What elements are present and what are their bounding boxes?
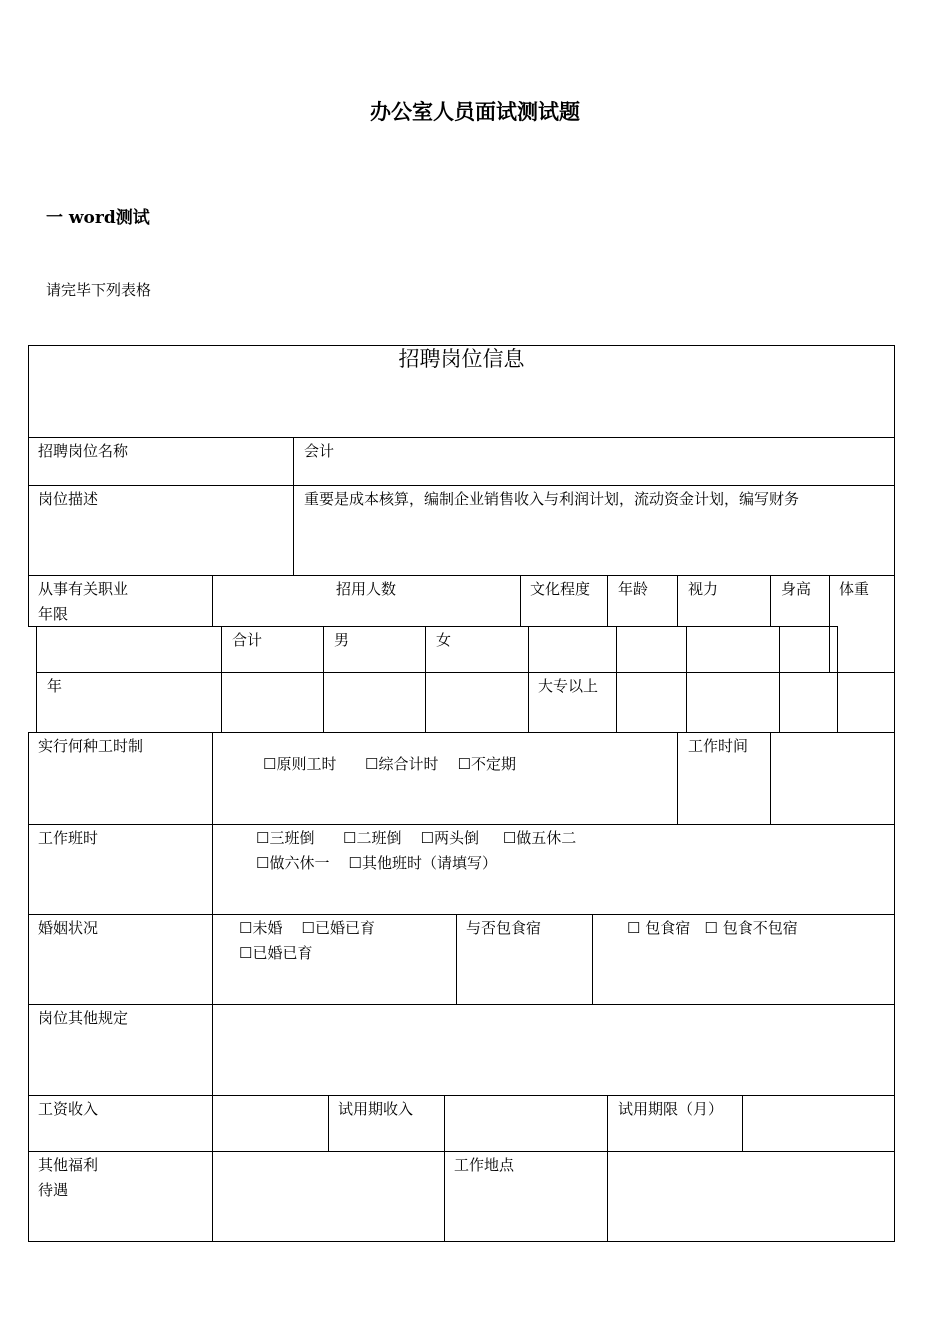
other-rules-label: 岗位其他规定 bbox=[38, 1009, 129, 1027]
instruction-text: 请完毕下列表格 bbox=[46, 281, 152, 299]
table-border-left bbox=[28, 345, 29, 627]
education-value[interactable]: 大专以上 bbox=[538, 677, 599, 695]
col-divider bbox=[686, 626, 687, 733]
marital-options[interactable]: ☐未婚 ☐已婚已育 ☐已婚已育 bbox=[239, 919, 375, 962]
description-label: 岗位描述 bbox=[38, 490, 99, 508]
col-divider bbox=[444, 1151, 445, 1242]
row-divider bbox=[28, 824, 895, 825]
col-divider bbox=[677, 732, 678, 825]
row-divider bbox=[28, 1095, 895, 1096]
board-options[interactable]: ☐ 包食宿 ☐ 包食不包宿 bbox=[627, 919, 798, 937]
row-divider bbox=[28, 1004, 895, 1005]
weight-label: 体重 bbox=[839, 580, 870, 598]
age-label: 年龄 bbox=[618, 580, 649, 598]
table-border-right bbox=[894, 345, 895, 1242]
row-divider bbox=[28, 437, 895, 438]
table-header: 招聘岗位信息 bbox=[398, 347, 525, 371]
row-divider bbox=[28, 626, 838, 627]
table-border-left bbox=[28, 732, 29, 1242]
row-divider bbox=[28, 1151, 895, 1152]
table-border-bottom bbox=[28, 1241, 895, 1242]
position-name-value[interactable]: 会计 bbox=[304, 442, 335, 460]
headcount-label: 招用人数 bbox=[335, 580, 396, 598]
probation-period-label: 试用期限（月） bbox=[618, 1100, 724, 1118]
col-divider bbox=[770, 732, 771, 825]
col-divider bbox=[36, 626, 37, 733]
row-divider bbox=[28, 485, 895, 486]
marital-label: 婚姻状况 bbox=[38, 919, 99, 937]
col-divider bbox=[742, 1095, 743, 1152]
total-label: 合计 bbox=[232, 631, 263, 649]
col-divider bbox=[293, 437, 294, 576]
page-title: 办公室人员面试测试题 bbox=[370, 99, 580, 124]
height-label: 身高 bbox=[781, 580, 812, 598]
description-value[interactable]: 重要是成本核算，编制企业销售收入与利润计划，流动资金计划，编写财务 bbox=[304, 490, 800, 508]
col-divider bbox=[520, 575, 521, 627]
row-divider bbox=[36, 672, 895, 673]
col-divider bbox=[677, 575, 678, 627]
row-divider bbox=[28, 575, 895, 576]
col-divider bbox=[221, 626, 222, 733]
row-divider bbox=[28, 914, 895, 915]
col-divider bbox=[607, 1095, 608, 1242]
col-divider bbox=[829, 575, 830, 673]
shift-label: 工作班时 bbox=[38, 829, 99, 847]
col-divider bbox=[212, 732, 213, 1242]
section-heading: 一 word测试 bbox=[46, 208, 150, 228]
female-label: 女 bbox=[436, 631, 452, 649]
col-divider bbox=[456, 914, 457, 1005]
col-divider bbox=[528, 626, 529, 733]
probation-income-label: 试用期收入 bbox=[338, 1100, 414, 1118]
location-label: 工作地点 bbox=[454, 1156, 515, 1174]
col-divider bbox=[592, 914, 593, 1005]
board-label: 与否包食宿 bbox=[466, 919, 542, 937]
position-name-label: 招聘岗位名称 bbox=[38, 442, 129, 460]
col-divider bbox=[779, 626, 780, 733]
vision-label: 视力 bbox=[688, 580, 719, 598]
col-divider bbox=[328, 1095, 329, 1152]
education-label: 文化程度 bbox=[530, 580, 591, 598]
work-system-options[interactable]: ☐原则工时 ☐综合计时 ☐不定期 bbox=[263, 755, 517, 773]
male-label: 男 bbox=[334, 631, 350, 649]
benefits-label: 其他福利 待遇 bbox=[38, 1156, 99, 1199]
col-divider bbox=[770, 575, 771, 627]
col-divider bbox=[837, 626, 838, 733]
salary-label: 工资收入 bbox=[38, 1100, 99, 1118]
col-divider bbox=[425, 626, 426, 733]
shift-options[interactable]: ☐三班倒 ☐二班倒 ☐两头倒 ☐做五休二 ☐做六休一 ☐其他班时（请填写） bbox=[256, 829, 577, 872]
year-label: 年 bbox=[47, 677, 63, 695]
work-system-label: 实行何种工时制 bbox=[38, 737, 144, 755]
row-divider bbox=[28, 732, 895, 733]
work-time-label: 工作时间 bbox=[688, 737, 749, 755]
experience-label: 从事有关职业 年限 bbox=[38, 580, 129, 623]
col-divider bbox=[444, 1095, 445, 1152]
col-divider bbox=[616, 626, 617, 733]
col-divider bbox=[607, 575, 608, 627]
col-divider bbox=[323, 626, 324, 733]
